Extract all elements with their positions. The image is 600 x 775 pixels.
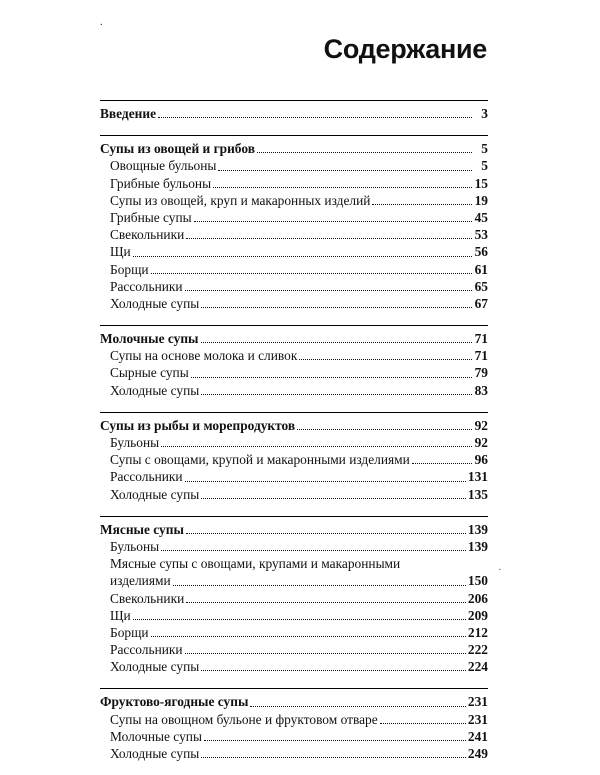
toc-section-heading[interactable] <box>100 330 488 347</box>
toc-entry-label: Молочные супы <box>110 728 202 744</box>
toc-entry-label: Супы из овощей, круп и макаронных изделий <box>110 192 371 208</box>
toc-entry-page-number: 53 <box>474 227 488 243</box>
toc-section-heading-page-number: 5 <box>481 141 488 157</box>
toc-entry[interactable] <box>100 468 488 485</box>
toc-section-heading[interactable] <box>100 140 488 157</box>
margin-mark: . <box>100 17 103 28</box>
toc-section <box>100 135 488 312</box>
toc-entry-label: Овощные бульоны <box>110 158 217 174</box>
toc-entry[interactable] <box>100 364 488 381</box>
toc-section-heading-label: Молочные супы <box>100 331 199 347</box>
toc-entry-label: Холодные супы <box>110 295 200 311</box>
toc-entry[interactable] <box>100 261 488 278</box>
dot-leader <box>151 636 466 637</box>
toc-section-heading-page-number: 71 <box>474 331 488 347</box>
table-of-contents <box>100 100 488 775</box>
toc-entry-label: Борщи <box>110 624 149 640</box>
toc-entry-page-number: 61 <box>474 261 488 277</box>
toc-entry-page-number: 56 <box>474 244 488 260</box>
toc-entry-page-number: 96 <box>474 452 488 468</box>
dot-leader <box>186 238 472 239</box>
toc-entry[interactable] <box>100 745 488 762</box>
toc-entry[interactable] <box>100 192 488 209</box>
toc-entry[interactable] <box>100 451 488 468</box>
toc-section <box>100 100 488 122</box>
toc-entry-page-number: 222 <box>467 642 488 658</box>
toc-section-heading-label: Супы из рыбы и морепродуктов <box>100 417 296 433</box>
dot-leader <box>158 117 472 118</box>
toc-entry-continuation-page-number: 150 <box>467 573 488 589</box>
toc-entry-page-number: 65 <box>474 278 488 294</box>
dot-leader <box>173 585 466 586</box>
dot-leader <box>250 706 465 707</box>
toc-entry[interactable] <box>100 658 488 675</box>
toc-entry[interactable] <box>100 641 488 658</box>
dot-leader <box>185 290 472 291</box>
toc-entry[interactable] <box>100 226 488 243</box>
toc-entry[interactable] <box>100 624 488 641</box>
toc-entry-label: Борщи <box>110 261 149 277</box>
toc-section-heading-label: Мясные супы <box>100 521 184 537</box>
dot-leader <box>213 187 472 188</box>
toc-entry-page-number: 15 <box>474 175 488 191</box>
toc-entry[interactable] <box>100 590 488 607</box>
toc-entry[interactable] <box>100 607 488 624</box>
toc-entry-label: Рассольники <box>110 469 183 485</box>
toc-section-heading[interactable] <box>100 693 488 710</box>
toc-entry-label: Холодные супы <box>110 486 200 502</box>
dot-leader <box>201 394 472 395</box>
dot-leader <box>372 204 472 205</box>
toc-entry[interactable] <box>100 209 488 226</box>
toc-entry-label: Щи <box>110 607 131 623</box>
page-title: Содержание <box>323 34 487 64</box>
stray-mark: · <box>498 564 502 576</box>
toc-entry-label: Щи <box>110 244 131 260</box>
toc-entry-page-number: 139 <box>467 538 488 554</box>
toc-entry[interactable] <box>100 538 488 555</box>
dot-leader <box>380 723 466 724</box>
toc-entry[interactable] <box>100 382 488 399</box>
toc-entry-page-number: 67 <box>474 295 488 311</box>
toc-entry-label: Холодные супы <box>110 659 200 675</box>
toc-entry-page-number: 135 <box>467 486 488 502</box>
toc-section-heading-label: Супы из овощей и грибов <box>100 141 255 157</box>
dot-leader <box>201 307 472 308</box>
toc-entry-label: Свекольники <box>110 590 185 606</box>
toc-section <box>100 412 488 503</box>
dot-leader <box>201 670 466 671</box>
toc-entry-page-number: 209 <box>467 607 488 623</box>
toc-entry[interactable] <box>100 278 488 295</box>
toc-entry-label: Рассольники <box>110 642 183 658</box>
toc-entry-label: Супы с овощами, крупой и макаронными изделиями <box>110 452 410 468</box>
toc-entry-page-number: 206 <box>467 590 488 606</box>
dot-leader <box>194 221 472 222</box>
toc-section-heading-page-number: 92 <box>474 417 488 433</box>
dot-leader <box>201 498 466 499</box>
toc-entry-page-number: 231 <box>467 711 488 727</box>
dot-leader <box>151 273 472 274</box>
dot-leader <box>185 481 466 482</box>
toc-entry-label: Холодные супы <box>110 382 200 398</box>
toc-entry[interactable] <box>100 347 488 364</box>
dot-leader <box>133 256 472 257</box>
toc-entry-label: Грибные супы <box>110 209 192 225</box>
toc-entry-page-number: 224 <box>467 659 488 675</box>
toc-section-heading[interactable] <box>100 105 488 122</box>
dot-leader <box>133 619 466 620</box>
toc-entry[interactable] <box>100 434 488 451</box>
dot-leader <box>299 359 472 360</box>
dot-leader <box>257 152 472 153</box>
toc-entry-page-number: 79 <box>474 365 488 381</box>
toc-entry[interactable] <box>100 157 488 174</box>
toc-entry-page-number: 131 <box>467 469 488 485</box>
toc-entry-page-number: 241 <box>467 728 488 744</box>
toc-entry-page-number: 45 <box>474 209 488 225</box>
toc-entry-page-number: 83 <box>474 382 488 398</box>
toc-section-heading-label: Введение <box>100 106 157 121</box>
dot-leader <box>201 342 473 343</box>
dot-leader <box>204 740 466 741</box>
toc-entry-label: Бульоны <box>110 435 160 450</box>
toc-entry-page-number: 5 <box>481 158 488 174</box>
toc-entry[interactable] <box>100 243 488 260</box>
toc-section-heading-page-number: 139 <box>467 521 488 537</box>
toc-section <box>100 688 488 762</box>
toc-entry-label: Рассольники <box>110 278 183 294</box>
toc-entry[interactable] <box>100 728 488 745</box>
toc-entry-page-number: 92 <box>474 435 488 450</box>
toc-entry-page-number: 212 <box>467 624 488 640</box>
toc-entry-label: Мясные супы с овощами, крупами и макаронными <box>110 556 401 572</box>
dot-leader <box>412 463 472 464</box>
toc-entry[interactable] <box>100 486 488 503</box>
dot-leader <box>186 533 466 534</box>
toc-entry[interactable] <box>100 711 488 728</box>
toc-entry-continuation[interactable] <box>100 572 488 589</box>
toc-entry-label: Холодные супы <box>110 746 200 761</box>
toc-entry-continuation-label: изделиями <box>110 573 171 589</box>
toc-entry[interactable] <box>100 295 488 312</box>
dot-leader <box>201 757 466 758</box>
toc-entry-label: Свекольники <box>110 227 185 243</box>
dot-leader <box>161 550 466 551</box>
toc-section <box>100 325 488 399</box>
toc-section-heading[interactable] <box>100 417 488 434</box>
dot-leader <box>161 446 472 447</box>
toc-entry-label: Бульоны <box>110 538 160 554</box>
dot-leader <box>191 377 472 378</box>
toc-section-heading[interactable] <box>100 521 488 538</box>
toc-section-heading-page-number: 3 <box>481 106 488 121</box>
dot-leader <box>185 653 466 654</box>
toc-entry-label: Супы на овощном бульоне и фруктовом отваре <box>110 711 378 727</box>
toc-entry-label: Грибные бульоны <box>110 175 212 191</box>
dot-leader <box>218 170 472 171</box>
toc-entry-page-number: 249 <box>467 746 488 761</box>
toc-entry-page-number: 71 <box>474 348 488 364</box>
toc-section-heading-label: Фруктово-ягодные супы <box>100 694 249 710</box>
dot-leader <box>297 429 472 430</box>
dot-leader <box>186 602 466 603</box>
toc-section-heading-page-number: 231 <box>467 694 488 710</box>
toc-entry-label: Сырные супы <box>110 365 189 381</box>
toc-entry-page-number: 19 <box>474 192 488 208</box>
toc-entry-label: Супы на основе молока и сливок <box>110 348 298 364</box>
toc-entry[interactable] <box>100 555 488 572</box>
toc-entry[interactable] <box>100 175 488 192</box>
toc-section <box>100 516 488 676</box>
